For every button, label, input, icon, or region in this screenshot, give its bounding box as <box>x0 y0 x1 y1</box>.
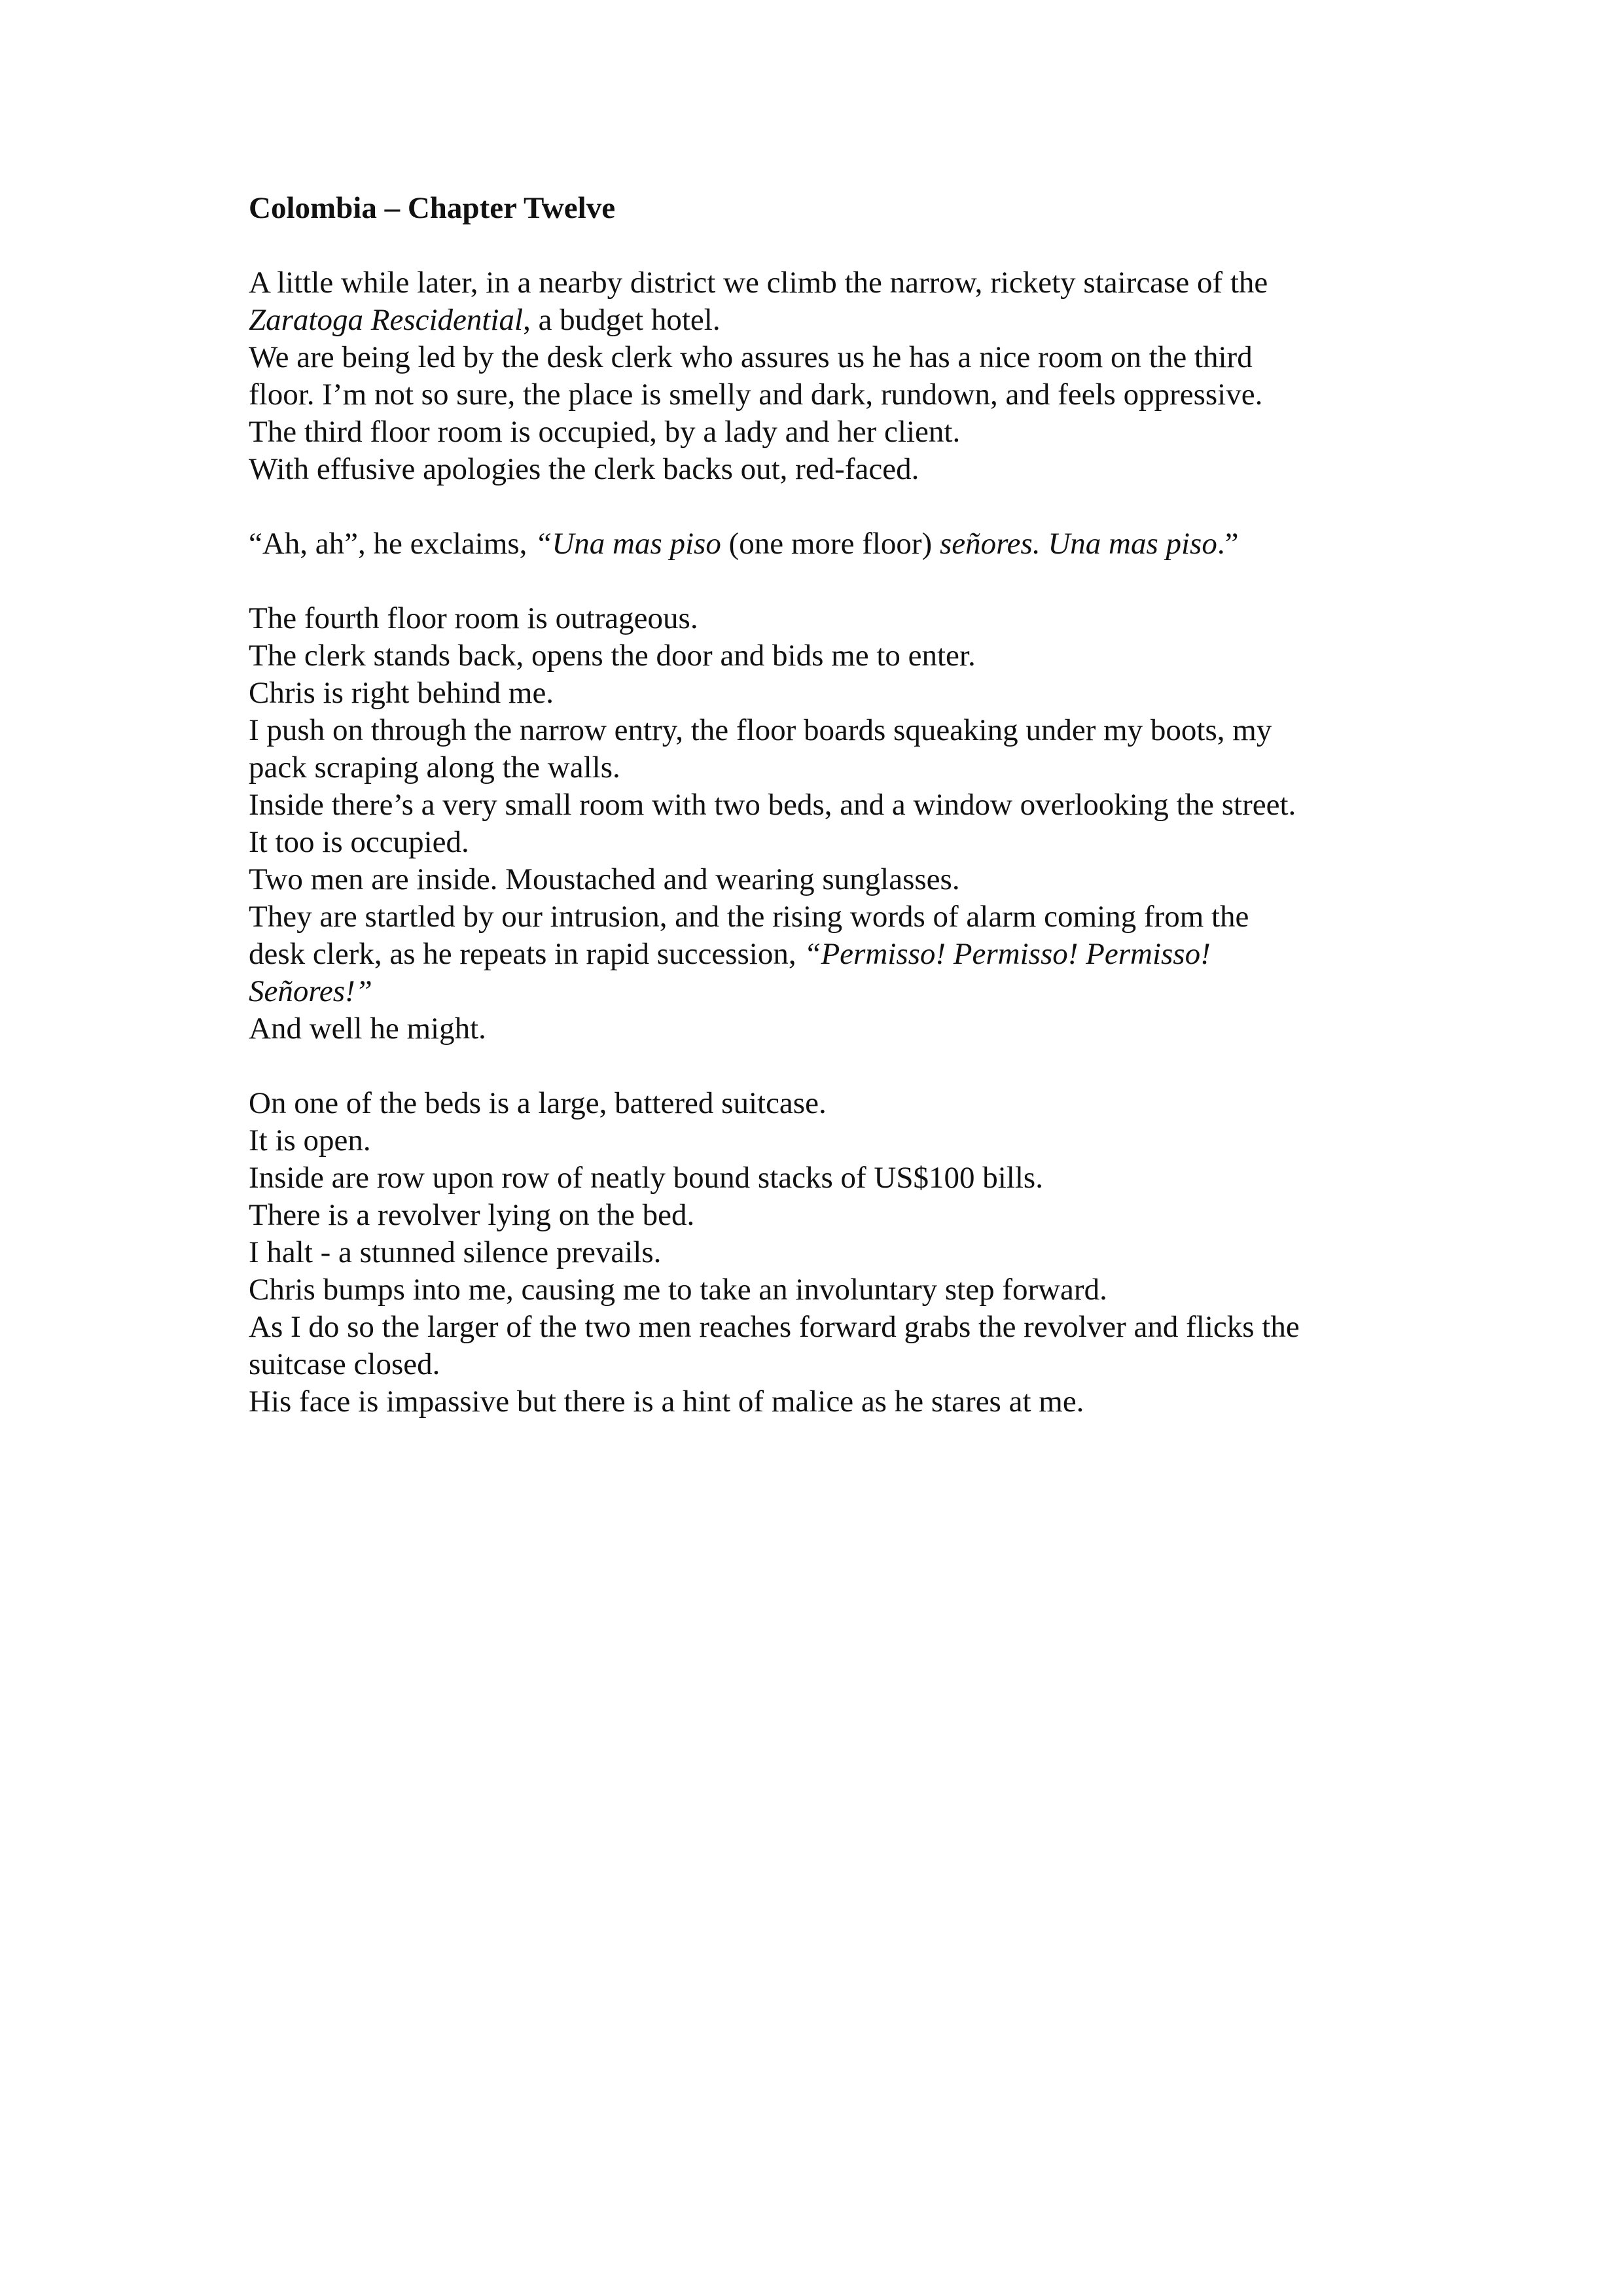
text-line: Señores!” <box>249 974 372 1008</box>
spanish-phrase: “Permisso! Permisso! Permisso! <box>804 937 1211 971</box>
document-body <box>249 190 1400 1458</box>
text-line: Inside there’s a very small room with two beds, and a window overlooking the street. <box>249 788 1296 822</box>
spanish-phrase: señores. Una mas piso <box>939 527 1217 561</box>
text-line: pack scraping along the walls. <box>249 751 620 785</box>
text-line <box>249 936 1400 973</box>
chapter-title: Colombia – Chapter Twelve <box>249 191 616 225</box>
text-line: The fourth floor room is outrageous. <box>249 601 698 635</box>
text-line: They are startled by our intrusion, and the rising words of alarm coming from the <box>249 900 1249 934</box>
paragraph-4 <box>249 1085 1400 1421</box>
text-line: The clerk stands back, opens the door and bids me to enter. <box>249 639 976 673</box>
text-line <box>249 302 1400 339</box>
text-line: Chris bumps into me, causing me to take an involuntary step forward. <box>249 1273 1107 1307</box>
text-line: We are being led by the desk clerk who assures us he has a nice room on the third <box>249 340 1253 374</box>
text-fragment: , a budget hotel. <box>523 303 721 337</box>
text-line: It too is occupied. <box>249 825 469 859</box>
text-line: I halt - a stunned silence prevails. <box>249 1235 662 1269</box>
text-line: There is a revolver lying on the bed. <box>249 1198 695 1232</box>
text-line: It is open. <box>249 1123 371 1157</box>
text-line: With effusive apologies the clerk backs out, red-faced. <box>249 452 919 486</box>
text-fragment: (one more floor) <box>721 527 940 561</box>
text-line: Inside are row upon row of neatly bound stacks of US$100 bills. <box>249 1161 1043 1195</box>
hotel-name: Zaratoga Rescidential <box>249 303 524 337</box>
text-line: floor. I’m not so sure, the place is smelly and dark, rundown, and feels oppressive. <box>249 378 1263 412</box>
text-line: A little while later, in a nearby district we climb the narrow, rickety staircase of the <box>249 266 1268 300</box>
text-line: suitcase closed. <box>249 1347 440 1381</box>
text-line: Chris is right behind me. <box>249 676 554 710</box>
text-line <box>249 525 1400 563</box>
spanish-phrase: “Una mas piso <box>535 527 721 561</box>
text-line: Two men are inside. Moustached and wearing sunglasses. <box>249 862 960 896</box>
text-fragment: desk clerk, as he repeats in rapid succession, <box>249 937 804 971</box>
paragraph-3 <box>249 600 1400 1048</box>
paragraph-2 <box>249 525 1400 563</box>
text-line: As I do so the larger of the two men reaches forward grabs the revolver and flicks the <box>249 1310 1300 1344</box>
text-line: And well he might. <box>249 1012 486 1046</box>
text-line: The third floor room is occupied, by a lady and her client. <box>249 415 961 449</box>
text-line: I push on through the narrow entry, the floor boards squeaking under my boots, my <box>249 713 1272 747</box>
text-line: On one of the beds is a large, battered suitcase. <box>249 1086 827 1120</box>
text-line: His face is impassive but there is a hint of malice as he stares at me. <box>249 1385 1084 1419</box>
text-fragment: “Ah, ah”, he exclaims, <box>249 527 535 561</box>
paragraph-1 <box>249 264 1400 488</box>
text-fragment: .” <box>1217 527 1239 561</box>
